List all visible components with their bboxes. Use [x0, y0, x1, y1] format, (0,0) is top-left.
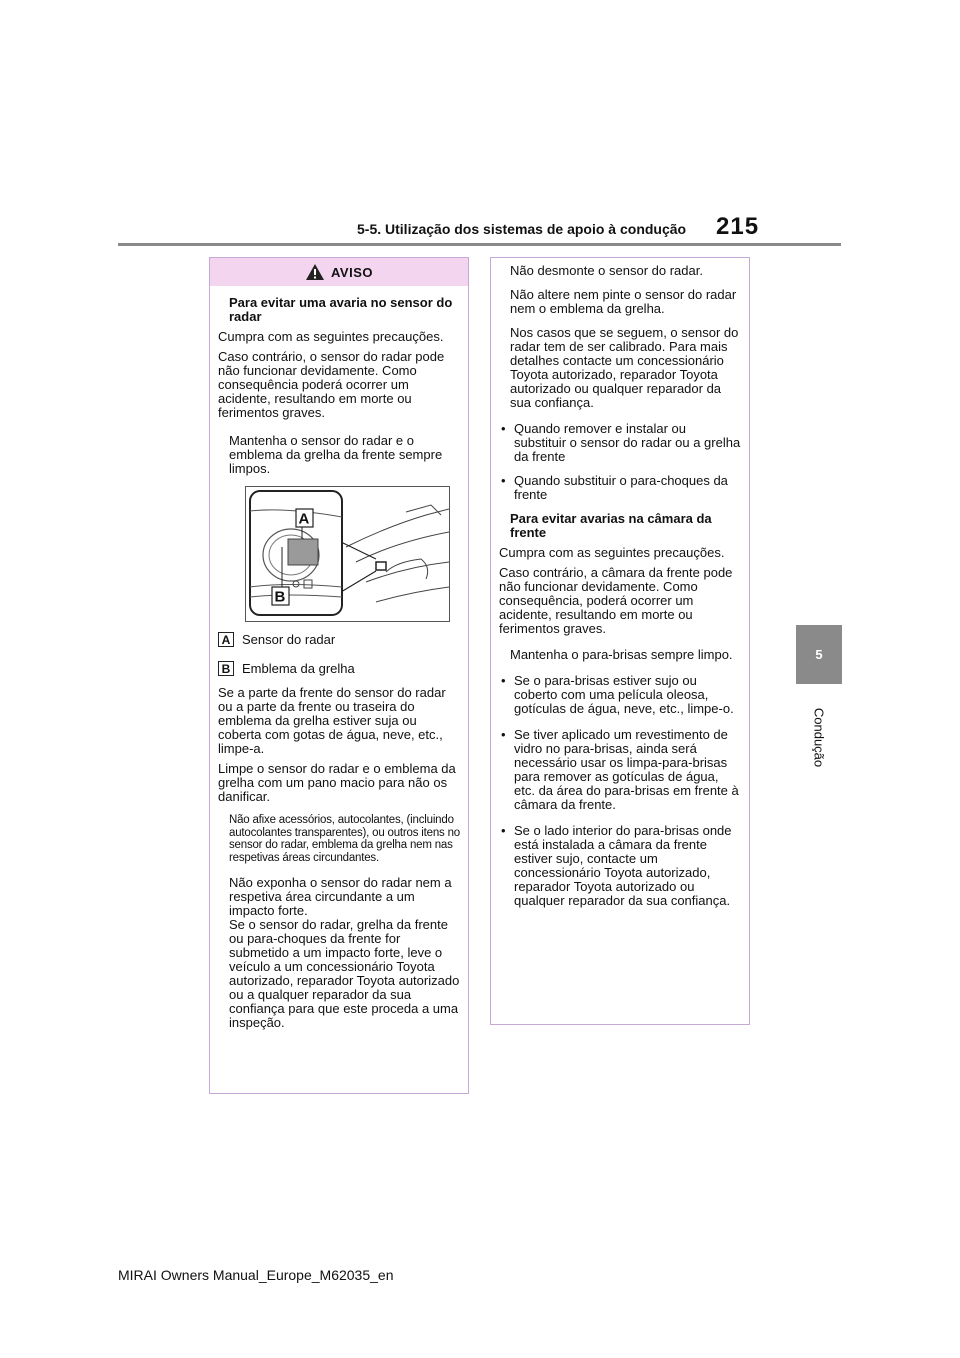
list-item: Nos casos que se seguem, o sensor do radar tem de ser calibrado. Para mais detalhes contacte um concessionário Toyota autorizado, reparador Toyota autorizado ou qualquer reparador da sua confiança.	[510, 325, 739, 410]
chapter-number: 5	[815, 647, 823, 662]
callout-a: A	[298, 510, 310, 528]
chapter-label: Condução	[811, 707, 827, 768]
legend-row-a	[218, 632, 460, 647]
chapter-tab[interactable]	[796, 625, 842, 684]
paragraph: Se a parte da frente do sensor do radar ou a parte da frente ou traseira do emblema da grelha estiver suja ou coberta com gotas de água, neve, etc., limpe-a.	[218, 685, 446, 756]
paragraph: Cumpra com as seguintes precauções.	[218, 329, 444, 344]
section-title: 5-5. Utilização dos sistemas de apoio à condução	[357, 221, 687, 237]
bullet-item: • Se tiver aplicado um revestimento de vidro no para-brisas, ainda será necessário usar os limpa-para-brisas para remover as gotículas de água, etc. da área do para-brisas em frente à câmara da frente.	[501, 727, 739, 812]
header-divider	[118, 243, 841, 246]
list-item: Mantenha o para-brisas sempre limpo.	[510, 647, 733, 662]
heading-camera: Para evitar avarias na câmara da frente	[510, 511, 712, 540]
legend-label-a: A	[218, 632, 234, 647]
warning-title-bar	[210, 258, 468, 286]
warning-content-right	[491, 258, 749, 921]
paragraph: Caso contrário, a câmara da frente pode não funcionar devidamente. Como consequência, poderá ocorrer um acidente, resultando em morte ou ferimentos graves.	[499, 565, 733, 636]
bullet-item: • Se o lado interior do para-brisas onde está instalada a câmara da frente estiver sujo, contacte um concessionário Toyota autorizado, reparador Toyota autorizado ou qualquer reparador da sua confiança.	[501, 823, 732, 908]
legend-text-a: Sensor do radar	[242, 631, 336, 647]
warning-content-left	[210, 286, 468, 1042]
bullet-item: • Se o para-brisas estiver sujo ou coberto com uma película oleosa, gotículas de água, neve, etc., limpe-o.	[501, 673, 734, 716]
bullet-item: • Quando remover e instalar ou substituir o sensor do radar ou a grelha da frente	[501, 421, 741, 464]
warning-box-left	[209, 257, 469, 1094]
footer-text: MIRAI Owners Manual_Europe_M62035_en	[118, 1267, 394, 1283]
list-item: Mantenha o sensor do radar e o emblema da grelha da frente sempre limpos.	[229, 433, 443, 476]
heading-radar: Para evitar uma avaria no sensor do radar	[229, 295, 453, 324]
warning-triangle-icon	[305, 263, 325, 281]
warning-box-right	[490, 257, 750, 1025]
paragraph: Caso contrário, o sensor do radar pode não funcionar devidamente. Como consequência poderá ocorrer um acidente, resultando em morte ou ferimentos graves.	[218, 349, 445, 420]
warning-title: AVISO	[331, 264, 373, 280]
legend-row-b	[218, 661, 460, 676]
page-number: 215	[716, 213, 760, 240]
list-item: Não afixe acessórios, autocolantes, (incluindo autocolantes transparentes), ou outros itens no sensor do radar, emblema da grelha nem nas respetivas áreas circundantes.	[229, 814, 460, 864]
legend-text-b: Emblema da grelha	[242, 660, 355, 676]
callout-b: B	[274, 588, 286, 606]
list-item-continued: Se o sensor do radar, grelha da frente ou para-choques da frente for submetido a um impacto forte, leve o veículo a um concessionário Toyota autorizado, reparador Toyota autorizado ou a qualquer reparador da sua confiança para que este proceda a uma inspeção.	[229, 917, 460, 1030]
list-item: Não altere nem pinte o sensor do radar nem o emblema da grelha.	[510, 287, 737, 316]
list-item: Não desmonte o sensor do radar.	[510, 263, 703, 278]
bullet-item: • Quando substituir o para-choques da frente	[501, 473, 728, 502]
list-item: Não exponha o sensor do radar nem a respetiva área circundante a um impacto forte.	[229, 875, 452, 918]
radar-illustration-svg	[246, 487, 449, 621]
paragraph: Limpe o sensor do radar e o emblema da grelha com um pano macio para não os danificar.	[218, 761, 456, 804]
legend-label-b: B	[218, 661, 234, 676]
radar-sensor-illustration	[245, 486, 450, 622]
paragraph: Cumpra com as seguintes precauções.	[499, 545, 725, 560]
